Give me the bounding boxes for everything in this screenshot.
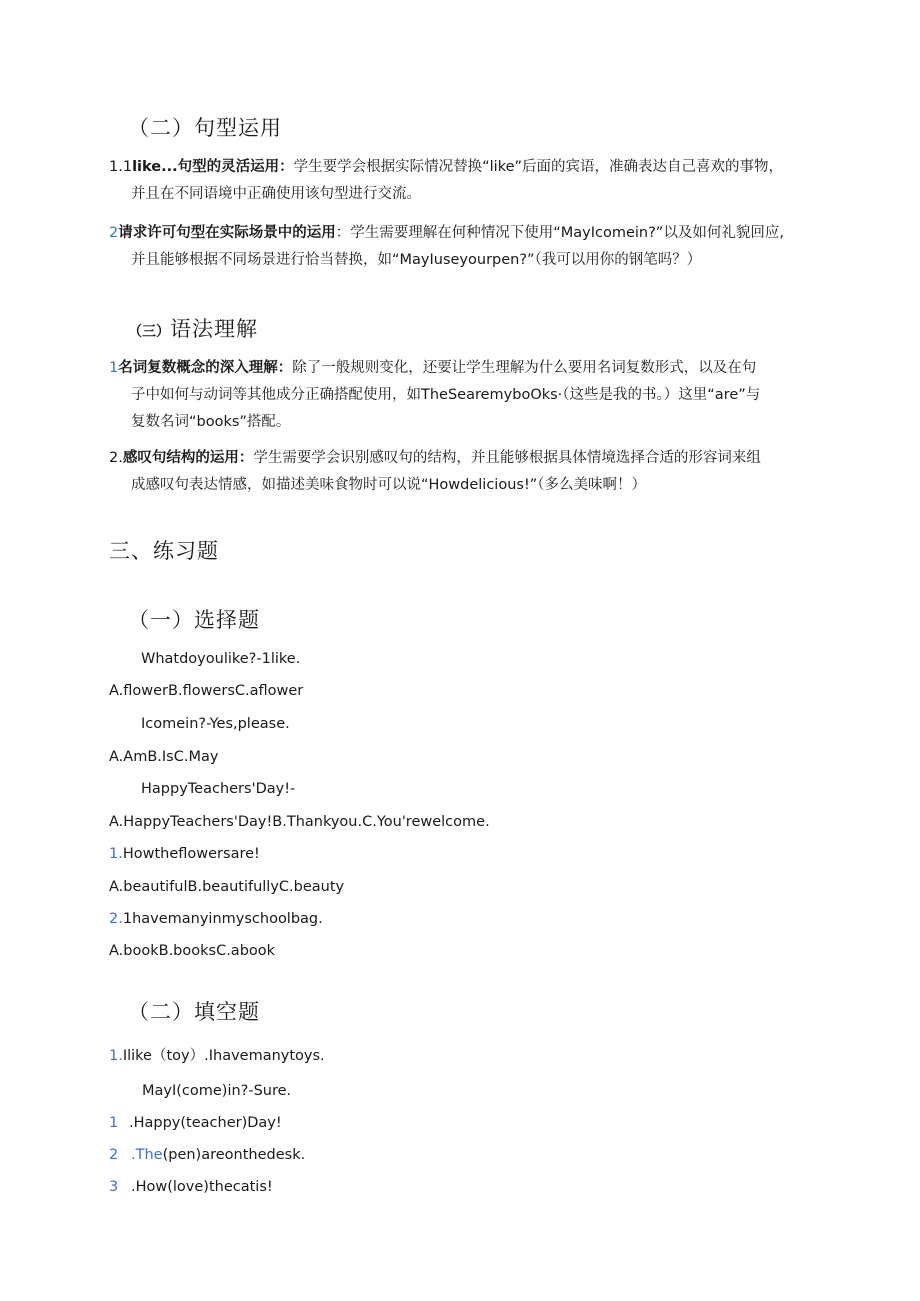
- item-text-cont: 子中如何与动词等其他成分正确搭配使用，如TheSearemyboOks·（这些是我的书。）这里“are”与: [131, 387, 761, 403]
- question-number: 1: [109, 1115, 119, 1131]
- item-text-cont: 并且能够根据不同场景进行恰当替换，如“MayIuseyourpen?”（我可以用你的钢笔吗？）: [131, 252, 702, 268]
- choice-question-1: Whatdoyoulike?-1like.: [141, 651, 301, 667]
- question-number: 2: [109, 1147, 119, 1163]
- item-number: 1: [109, 360, 119, 376]
- item-title: 感叹句结构的运用：: [122, 450, 254, 466]
- choice-options-1: A.flowerB.flowersC.aflower: [109, 683, 304, 699]
- item-text: 学生要学会根据实际情况替换“like”后面的宾语，准确表达自己喜欢的事物，: [293, 159, 784, 175]
- item-text: 除了一般规则变化，还要让学生理解为什么要用名词复数形式，以及在句: [292, 360, 757, 376]
- choice-question-3: HappyTeachers'Day!-: [141, 781, 296, 797]
- choice-question-4: [109, 846, 260, 862]
- question-text: .How(love)thecatis!: [131, 1179, 273, 1195]
- question-number: 1.: [109, 1048, 123, 1064]
- fill-question-3: [109, 1115, 282, 1131]
- section-heading-sentence: （二）句型运用: [128, 116, 282, 140]
- sentence-item-1: [109, 154, 814, 208]
- choice-question-2: Icomein?-Yes,please.: [141, 716, 290, 732]
- grammar-item-2: [109, 445, 814, 499]
- section-heading-fill: （二）填空题: [128, 1000, 260, 1024]
- choice-question-5: [109, 911, 323, 927]
- choice-options-5: A.bookB.booksC.abook: [109, 943, 276, 959]
- fill-question-4: [109, 1147, 305, 1163]
- choice-options-3: A.HappyTeachers'Day!B.Thankyou.C.You'rewelcome.: [109, 814, 490, 830]
- item-number: 1.1: [109, 159, 133, 175]
- item-title: like...句型的灵活运用：: [132, 159, 294, 175]
- item-number: 2.: [109, 450, 123, 466]
- heading-mark: （三）: [128, 324, 170, 340]
- fill-question-2: MayI(come)in?-Sure.: [142, 1083, 292, 1099]
- question-number: 1.: [109, 846, 123, 862]
- item-text-cont: 成感叹句表达情感，如描述美味食物时可以说“Howdelicious!”（多么美味啊！）: [131, 477, 647, 493]
- item-text: ：学生需要理解在何种情况下使用“MayIcomein?”以及如何礼貌回应,: [335, 225, 784, 241]
- choice-options-2: A.AmB.IsC.May: [109, 749, 219, 765]
- question-text: (pen)areonthedesk.: [162, 1147, 306, 1163]
- question-text: Howtheflowersare!: [122, 846, 260, 862]
- sentence-item-2: [109, 220, 814, 274]
- question-number: 2.: [109, 911, 123, 927]
- fill-question-1: [109, 1044, 325, 1065]
- choice-options-4: A.beautifulB.beautifullyC.beauty: [109, 879, 345, 895]
- question-text: 1havemanyinmyschoolbag.: [122, 911, 323, 927]
- grammar-item-1: [109, 355, 814, 436]
- item-text-cont: 并且在不同语境中正确使用该句型进行交流。: [131, 186, 421, 202]
- heading-text: 语法理解: [170, 317, 258, 341]
- item-number: 2: [109, 225, 119, 241]
- question-text: Ilike（toy）.Ihavemanytoys.: [122, 1048, 325, 1064]
- item-title: 请求许可句型在实际场景中的运用: [118, 225, 336, 241]
- section-heading-grammar: [128, 313, 258, 343]
- question-number: 3: [109, 1179, 119, 1195]
- section-heading-practice: 三、练习题: [109, 539, 219, 563]
- item-text: 学生需要学会识别感叹句的结构，并且能够根据具体情境选择合适的形容词来组: [253, 450, 761, 466]
- section-heading-choice: （一）选择题: [128, 608, 260, 632]
- question-text: .Happy(teacher)Day!: [129, 1115, 282, 1131]
- item-title: 名词复数概念的深入理解：: [118, 360, 293, 376]
- fill-question-5: [109, 1179, 273, 1195]
- item-text-cont: 复数名词“books”搭配。: [131, 414, 291, 430]
- question-prefix: .The: [131, 1147, 163, 1163]
